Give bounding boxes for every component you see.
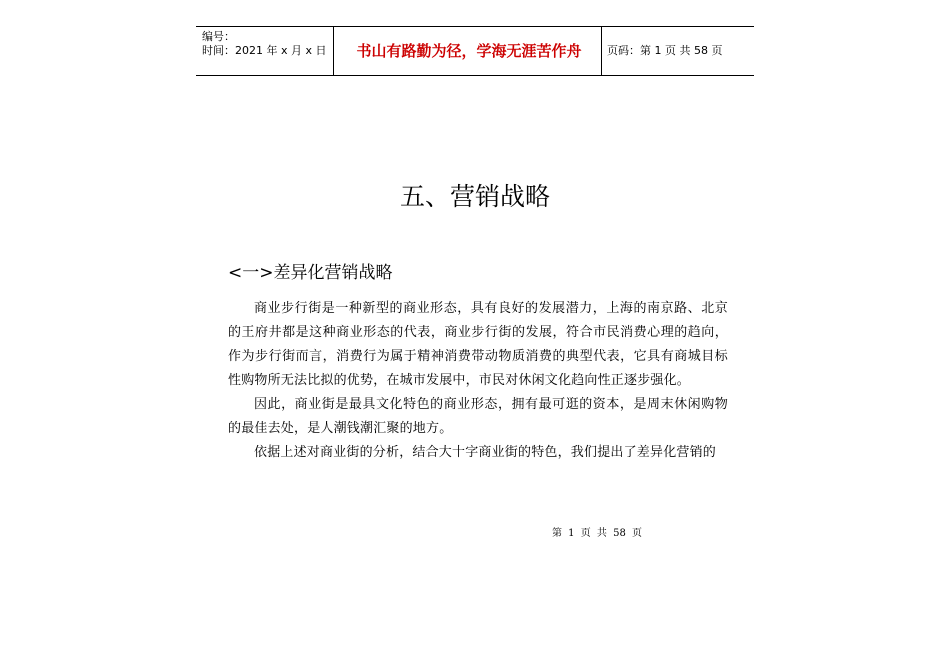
page-footer: 第 1 页 共 58 页 [552, 528, 642, 539]
header-meta [202, 30, 327, 58]
paragraph: 商业步行街是一种新型的商业形态，具有良好的发展潜力，上海的南京路、北京的王府井都是这种商业形态的代表，商业步行街的发展，符合市民消费心理的趋向，作为步行街而言，消费行为属于精神消费带动物质消费的典型代表，它具有商城目标性购物所无法比拟的优势，在城市发展中，市民对休闲文化趋向性正逐步强化。 [228, 301, 728, 388]
page-header [196, 26, 754, 76]
body-text [228, 297, 728, 465]
section-heading: <一>差异化营销战略 [228, 263, 393, 283]
header-divider-left [333, 27, 334, 75]
paragraph: 依据上述对商业街的分析，结合大十字商业街的特色，我们提出了差异化营销的 [254, 445, 717, 460]
page-title: 五、营销战略 [399, 182, 550, 211]
header-divider-right [601, 27, 602, 75]
serial-number-label: 编号： [202, 30, 235, 43]
header-motto: 书山有路勤为径，学海无涯苦作舟 [356, 42, 582, 60]
paragraph: 因此，商业街是最具文化特色的商业形态，拥有最可逛的资本，是周末休闲购物的最佳去处，是人潮钱潮汇聚的地方。 [228, 397, 728, 436]
date-label: 时间：2021 年 x 月 x 日 [202, 44, 327, 57]
header-page-number: 页码：第 1 页 共 58 页 [607, 44, 723, 57]
